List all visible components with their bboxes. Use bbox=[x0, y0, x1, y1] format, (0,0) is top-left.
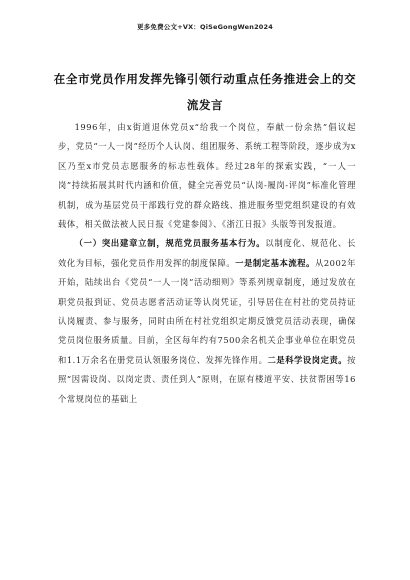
subpoint-heading-two: 二是科学设岗定责。 bbox=[267, 354, 348, 365]
document-body bbox=[58, 118, 356, 409]
paragraph-text: 以制度化、规范化、长效化为目标，强化党员作用发挥的制度保障。 bbox=[58, 238, 356, 268]
document-title: 在全市党员作用发挥先锋引领行动重点任务推进会上的交流发言 bbox=[53, 72, 357, 112]
paragraph-text: 1996年，由x街道退休党员x“给我一个岗位，奉献一份余热”倡议起步，党员“一人一岗”经历个人认岗、组团服务、系统工程等阶段，逐步成为x区乃至x市党员志愿服务的标志性载体。经过28年的探索实践，“一人一岗”持续拓展其时代内涵和价值，健全完善党员“认岗-履岗-评岗”标准化管理机制，成为基层党员干部践行党的群众路线、推进服务型党组织建设的有效载体，相关做法被人民日报《党建参阅》、《浙江日报》头版等刊发报道。 bbox=[58, 122, 356, 230]
paragraph-text: 从2002年开始，陆续出台《党员“一人一岗”活动细则》等系列规章制度，通过发放在职党员报到证、党员志愿者活动证等认岗凭证，引导居住在村社的党员持证认岗履责、参与服务，同时由所在村社党组织定期反馈党员活动表现，确保党员岗位服务质量。目前，全区每年约有7500余名机关企事业单位在职党员和1.1万余名在册党员认领服务岗位、发挥先锋作用。 bbox=[58, 257, 356, 365]
paragraph-section-one bbox=[58, 234, 356, 409]
paragraph-intro bbox=[58, 118, 356, 234]
paragraph-text: 按照“因需设岗、以岗定责、责任到人”原则，在原有楼道平安、扶贫帮困等16个常规岗位的基础上 bbox=[58, 354, 357, 404]
subpoint-heading-one: 一是制定基本流程。 bbox=[235, 257, 315, 268]
header-note: 更多免费公文+VX：QiSeGongWen2024 bbox=[137, 23, 273, 31]
section-heading: （一）突出建章立制，规范党员服务基本行为。 bbox=[74, 238, 266, 249]
